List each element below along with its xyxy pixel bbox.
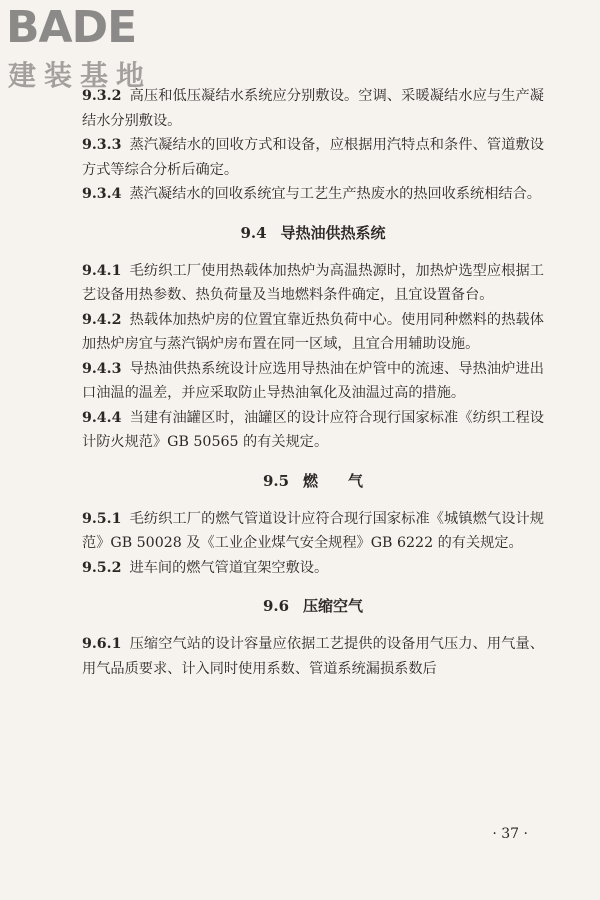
- clause-9-4-4: [82, 406, 544, 455]
- clause-9-4-1: [82, 259, 544, 308]
- clause-9-6-1: [82, 632, 544, 681]
- watermark-logo: [6, 4, 176, 94]
- clause-text: 毛纺织工厂的燃气管道设计应符合现行国家标准《城镇燃气设计规范》GB 50028 及《工业企业煤气安全规程》GB 6222 的有关规定。: [82, 510, 544, 551]
- section-heading-9-6: [82, 594, 544, 618]
- clause-9-3-4: [82, 182, 544, 207]
- clause-text: 当建有油罐区时，油罐区的设计应符合现行国家标准《纺织工程设计防火规范》GB 50565 的有关规定。: [82, 409, 544, 450]
- logo-subtitle: 建装基地: [8, 59, 153, 92]
- clause-number: 9.4.2: [82, 311, 122, 328]
- clause-number: 9.5.2: [82, 559, 122, 576]
- section-number: 9.5: [262, 471, 290, 490]
- clause-text: 蒸汽凝结水的回收方式和设备，应根据用汽特点和条件、管道敷设方式等综合分析后确定。: [82, 137, 544, 178]
- clause-number: 9.6.1: [82, 636, 122, 652]
- clause-number: 9.4.1: [82, 262, 122, 279]
- clause-number: 9.3.3: [82, 137, 122, 153]
- section-title: 压缩空气: [303, 597, 364, 615]
- clause-text: 高压和低压凝结水系统应分别敷设。空调、采暖凝结水应与生产凝结水分别敷设。: [82, 88, 544, 129]
- clause-number: 9.3.4: [82, 186, 122, 202]
- section-title: 导热油供热系统: [280, 223, 386, 242]
- page-number: · 37 ·: [492, 826, 528, 842]
- section-title: 燃 气: [303, 471, 364, 490]
- clause-number: 9.4.3: [82, 360, 122, 377]
- clause-text: 导热油供热系统设计应选用导热油在炉管中的流速、导热油炉进出口油温的温差，并应采取防止导热油氧化及油温过高的措施。: [82, 360, 544, 401]
- clause-text: 压缩空气站的设计容量应依据工艺提供的设备用气压力、用气量、用气品质要求、计入同时使用系数、管道系统漏损系数后: [82, 636, 544, 677]
- clause-number: 9.5.1: [82, 510, 122, 527]
- clause-9-4-2: [82, 308, 544, 357]
- document-body: [82, 84, 544, 681]
- clause-9-4-3: [82, 357, 544, 406]
- clause-text: 进车间的燃气管道宜架空敷设。: [129, 559, 329, 576]
- clause-9-3-3: [82, 133, 544, 182]
- clause-text: 毛纺织工厂使用热载体加热炉为高温热源时，加热炉选型应根据工艺设备用热参数、热负荷量及当地燃料条件确定，且宜设置备台。: [82, 262, 544, 303]
- clause-text: 热载体加热炉房的位置宜靠近热负荷中心。使用同种燃料的热载体加热炉房宜与蒸汽锅炉房布置在同一区域，且宜合用辅助设施。: [82, 311, 544, 352]
- clause-number: 9.3.2: [82, 88, 122, 104]
- clause-9-5-1: [82, 507, 544, 556]
- section-heading-9-5: [82, 469, 544, 493]
- clause-number: 9.4.4: [82, 409, 122, 426]
- clause-9-5-2: [82, 556, 544, 581]
- section-number: 9.6: [262, 597, 290, 615]
- clause-9-3-2: [82, 84, 544, 133]
- section-number: 9.4: [240, 223, 267, 242]
- section-heading-9-4: [82, 221, 544, 245]
- logo-brand: BADE: [6, 2, 137, 53]
- clause-text: 蒸汽凝结水的回收系统宜与工艺生产热废水的热回收系统相结合。: [129, 186, 541, 202]
